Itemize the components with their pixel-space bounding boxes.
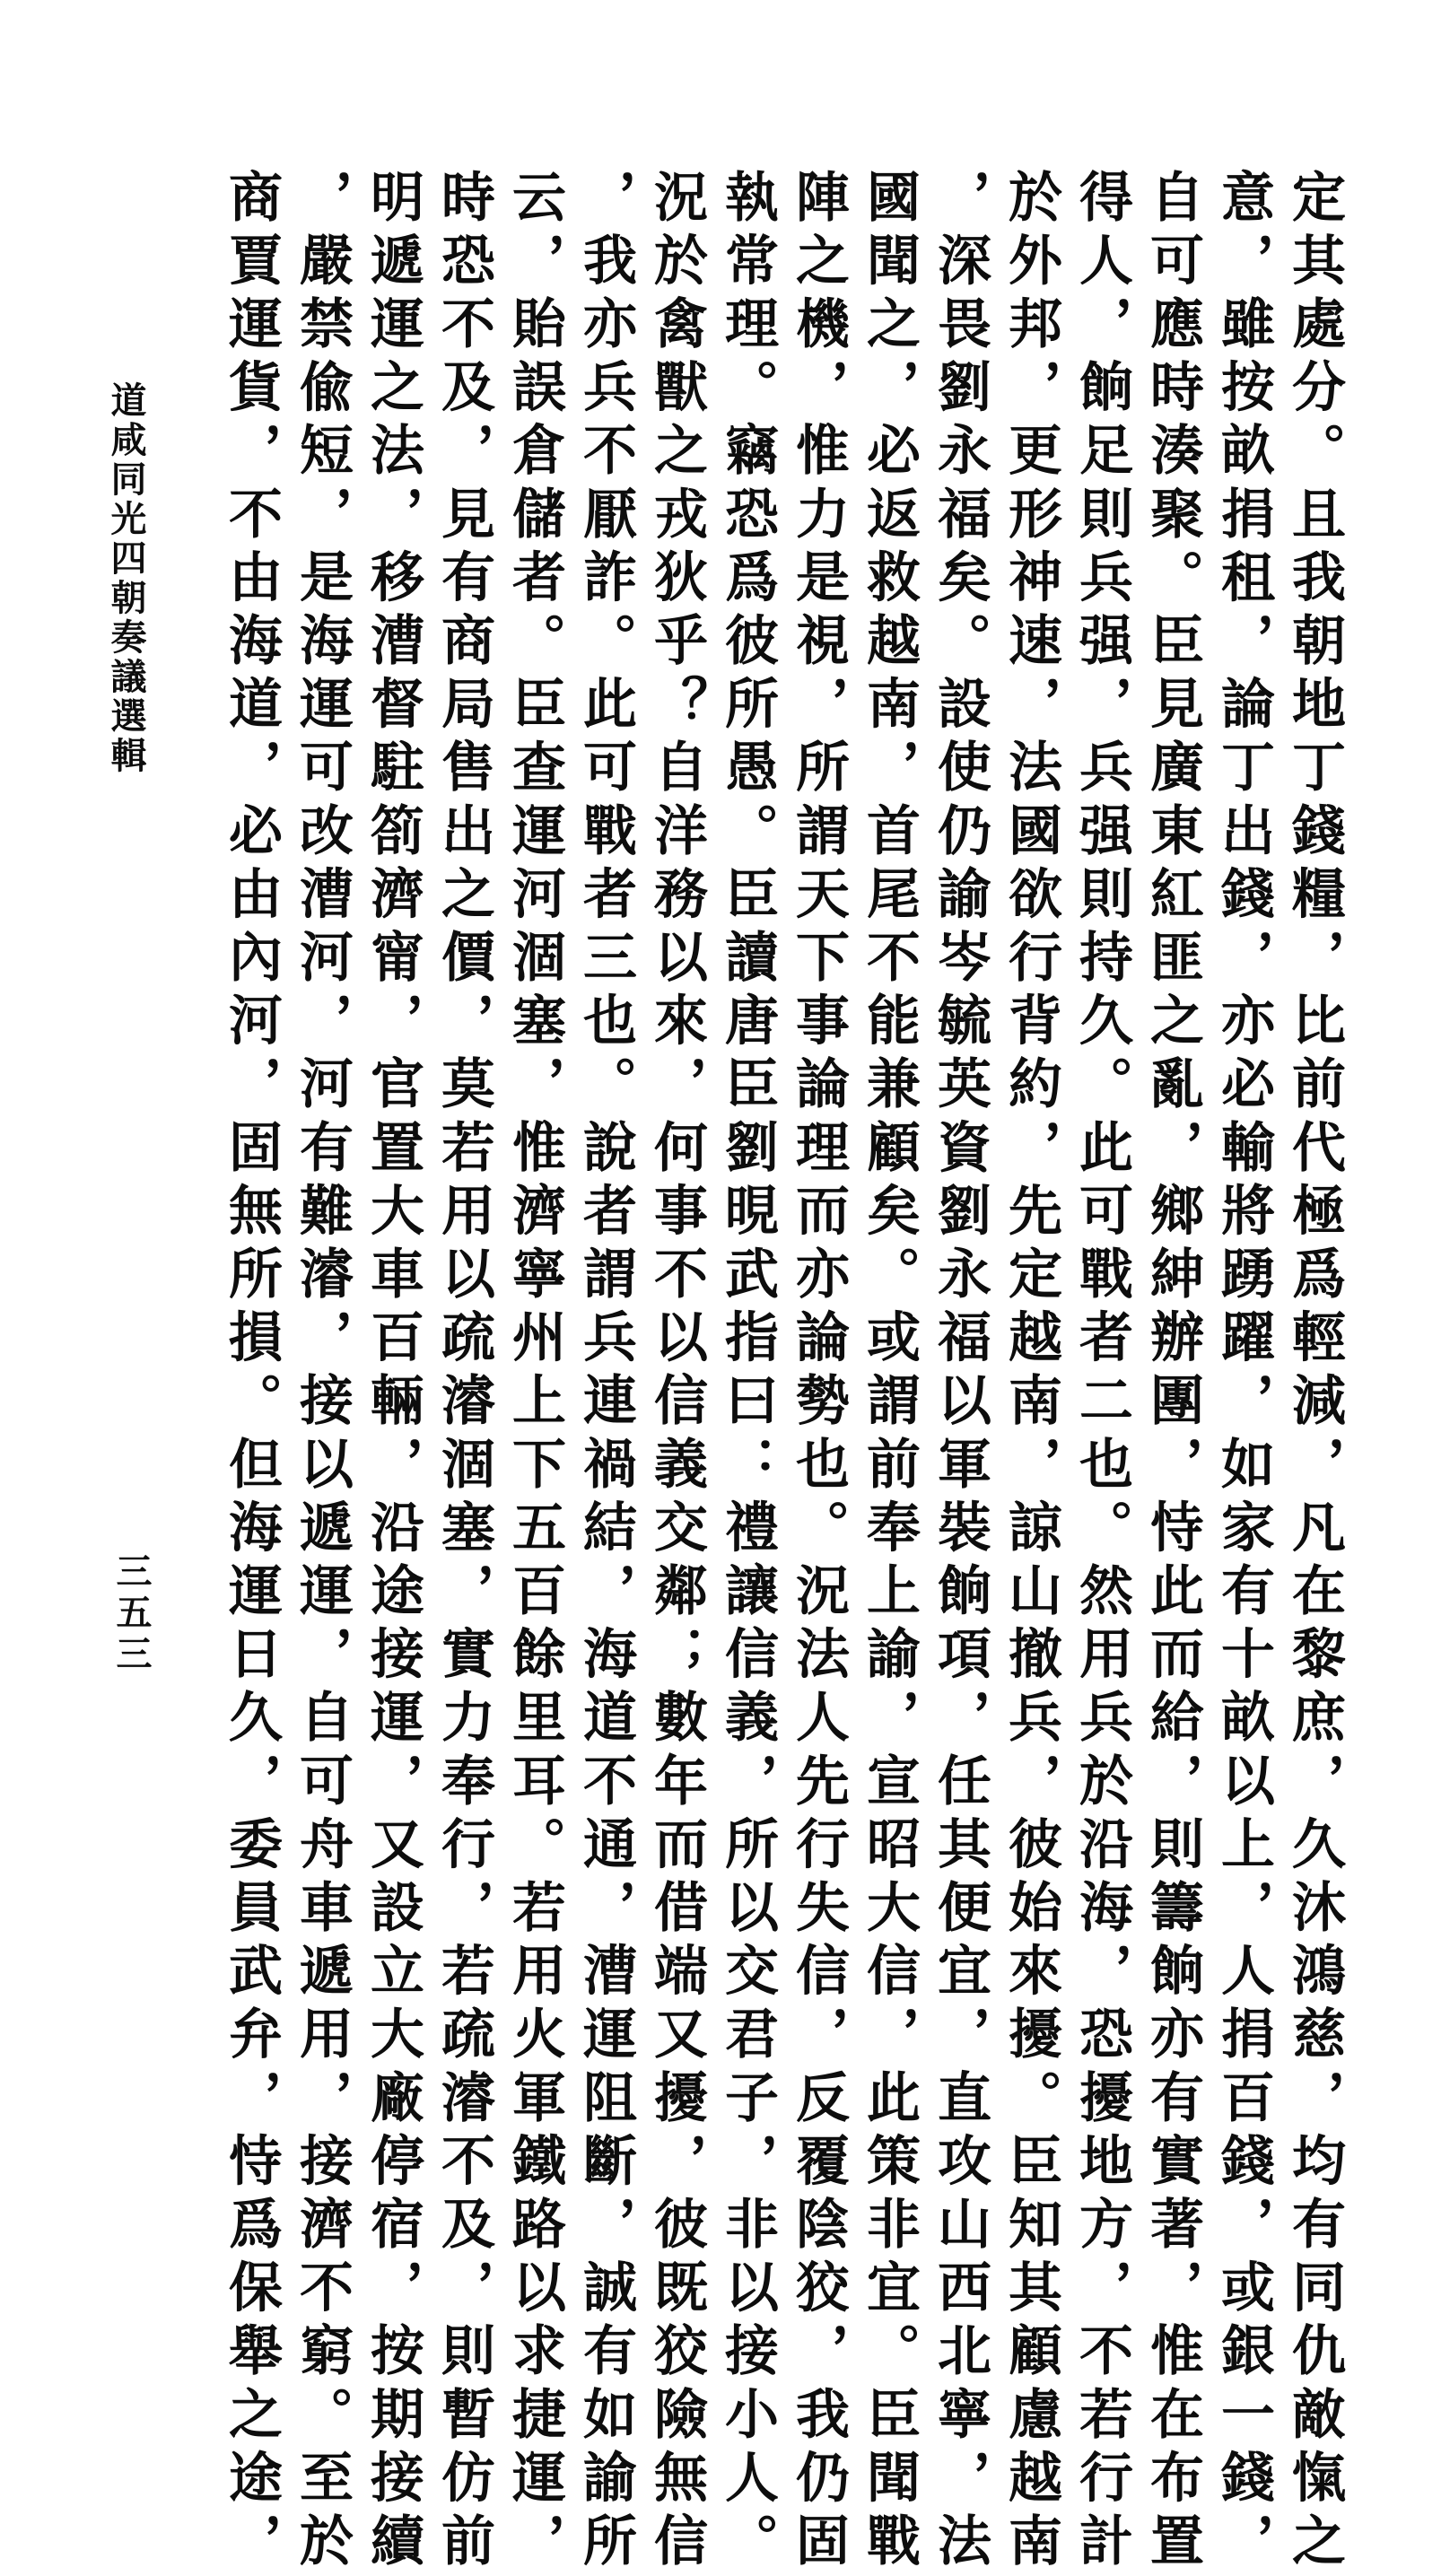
text-column: 自可應時湊聚。臣見廣東紅匪之亂，鄉紳辦團，恃此而給，則籌餉亦有實著，惟在布置 bbox=[1141, 169, 1204, 2576]
text-column: ，嚴禁偸短，是海運可改漕河，河有難濬，接以遞運，自可舟車遞用，接濟不窮。至於 bbox=[291, 169, 354, 2576]
text-column: ，我亦兵不厭詐。此可戰者三也。說者謂兵連禍結，海道不通，漕運阻斷，誠有如諭所 bbox=[574, 169, 637, 2576]
text-column: 時恐不及，見有商局售出之價，莫若用以疏濬涸塞，實力奉行，若疏濬不及，則暫仿前 bbox=[432, 169, 495, 2576]
text-column: 云，貽誤倉儲者。臣查運河涸塞，惟濟寧州上下五百餘里耳。若用火軍鐵路以求捷運， bbox=[503, 169, 566, 2576]
text-column: 執常理。竊恐爲彼所愚。臣讀唐臣劉晛武指曰：禮讓信義，所以交君子，非以接小人。 bbox=[716, 169, 779, 2576]
running-title: 道咸同光四朝奏議選輯 bbox=[105, 381, 147, 776]
page-number: 三五三 bbox=[110, 1552, 153, 1676]
text-column: 於外邦，更形神速，法國欲行背約，先定越南，諒山撤兵，彼始來擾。臣知其顧慮越南 bbox=[1000, 169, 1062, 2576]
text-column: 定其處分。且我朝地丁錢糧，比前代極爲輕減，凡在黎庶，久沐鴻慈，均有同仇敵愾之 bbox=[1283, 169, 1346, 2576]
body-text bbox=[215, 169, 1350, 2576]
text-column: 商賈運貨，不由海道，必由內河，固無所損。但海運日久，委員武弁，恃爲保舉之途， bbox=[220, 169, 283, 2576]
text-column: 陣之機，惟力是視，所謂天下事論理而亦論勢也。況法人先行失信，反覆陰狡，我仍固 bbox=[787, 169, 850, 2576]
text-column: 得人，餉足則兵强，兵强則持久。此可戰者二也。然用兵於沿海，恐擾地方，不若行計 bbox=[1070, 169, 1133, 2576]
text-column: ，深畏劉永福矣。設使仍諭岑毓英資劉永福以軍裝餉項，任其便宜，直攻山西北寧，法 bbox=[929, 169, 991, 2576]
text-column: 明遞運之法，移漕督駐箚濟甯，官置大車百輛，沿途接運，又設立大廠停宿，按期接續 bbox=[362, 169, 424, 2576]
text-column: 況於禽獸之戎狄乎？自洋務以來，何事不以信義交鄰；數年而借端又擾，彼既狡險無信 bbox=[645, 169, 708, 2576]
text-column: 國聞之，必返救越南，首尾不能兼顧矣。或謂前奉上諭，宣昭大信，此策非宜。臣聞戰 bbox=[858, 169, 921, 2576]
text-column: 意，雖按畝捐租，論丁出錢，亦必輸將踴躍，如家有十畝以上，人捐百錢，或銀一錢， bbox=[1212, 169, 1275, 2576]
